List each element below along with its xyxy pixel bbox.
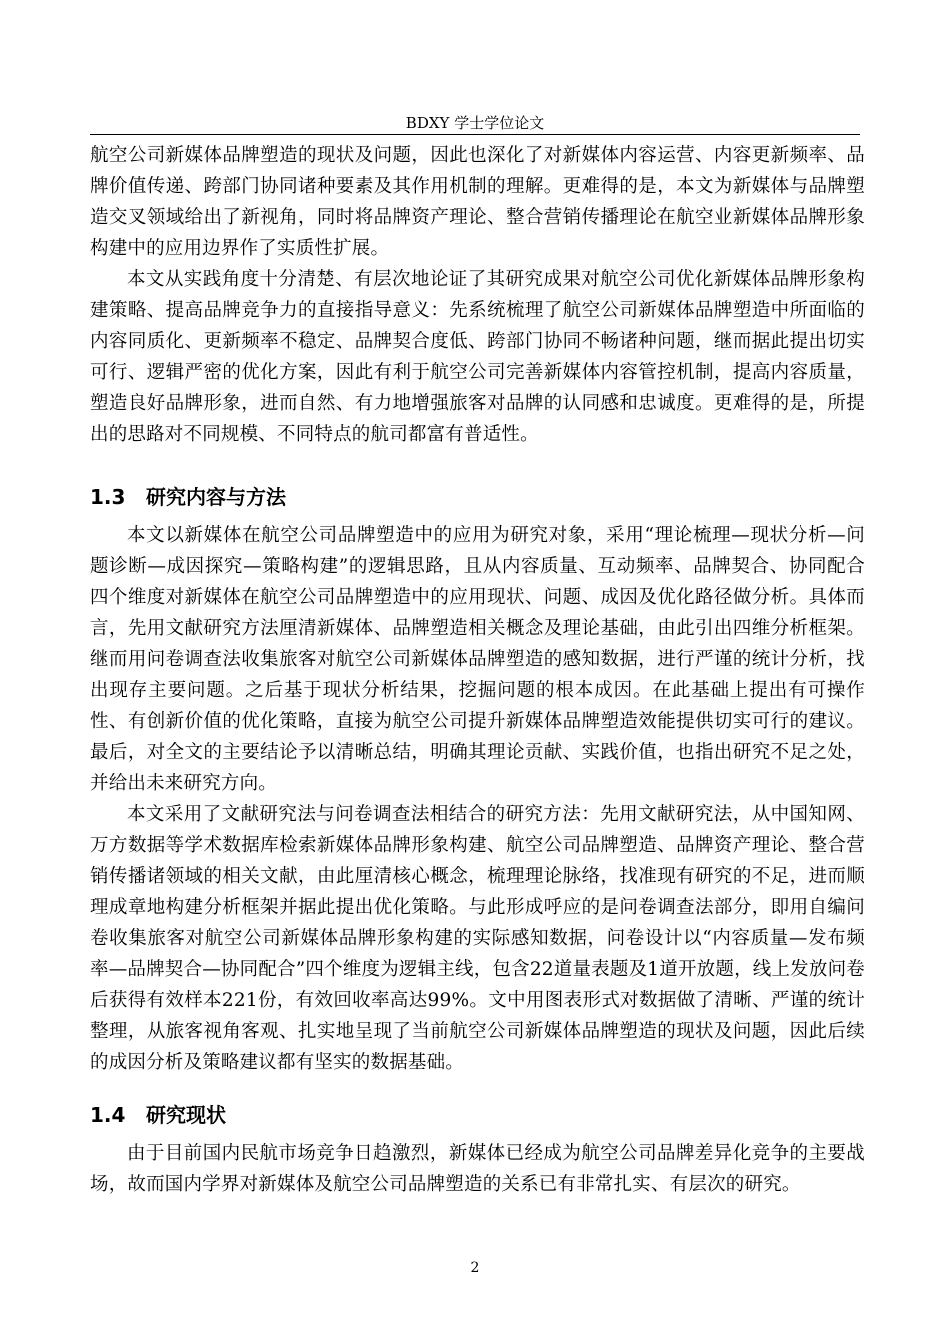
paragraph-continuation: 航空公司新媒体品牌塑造的现状及问题，因此也深化了对新媒体内容运营、内容更新频率、品牌价值传递、跨部门协同诸种要素及其作用机制的理解。更难得的是，本文为新媒体与品牌塑造交叉领域给出了新视角，同时将品牌资产理论、整合营销传播理论在航空业新媒体品牌形象构建中的应用边界作了实质性扩展。 bbox=[90, 145, 865, 259]
page-number: 2 bbox=[470, 1260, 480, 1276]
paragraph-research-methods: 本文采用了文献研究法与问卷调查法相结合的研究方法：先用文献研究法，从中国知网、万方数据等学术数据库检索新媒体品牌形象构建、航空公司品牌塑造、品牌资产理论、整合营销传播诸领域的相关文献，由此厘清核心概念，梳理理论脉络，找准现有研究的不足，进而顺理成章地构建分析框架并据此提出优化策略。与此形成呼应的是问卷调查法部分，即用自编问卷收集旅客对航空公司新媒体品牌形象构建的实际感知数据，问卷设计以“内容质量—发布频率—品牌契合—协同配合”四个维度为逻辑主线，包含22道量表题及1道开放题，线上发放问卷后获得有效样本221份，有效回收率高达99%。文中用图表形式对数据做了清晰、严谨的统计整理，从旅客视角客观、扎实地呈现了当前航空公司新媒体品牌塑造的现状及问题，因此后续的成因分析及策略建议都有坚实的数据基础。 bbox=[90, 804, 865, 1073]
document-body bbox=[90, 140, 865, 1200]
running-header: BDXY 学士学位论文 bbox=[405, 114, 545, 132]
section-number: 1.4 bbox=[90, 1103, 126, 1127]
section-heading-1-3 bbox=[90, 482, 865, 512]
paragraph-research-content: 本文以新媒体在航空公司品牌塑造中的应用为研究对象，采用“理论梳理—现状分析—问题诊断—成因探究—策略构建”的逻辑思路，且从内容质量、互动频率、品牌契合、协同配合四个维度对新媒体在航空公司品牌塑造中的应用现状、问题、成因及优化路径做分析。具体而言，先用文献研究方法厘清新媒体、品牌塑造相关概念及理论基础，由此引出四维分析框架。继而用问卷调查法收集旅客对航空公司新媒体品牌塑造的感知数据，进行严谨的统计分析，找出现存主要问题。之后基于现状分析结果，挖掘问题的根本成因。在此基础上提出有可操作性、有创新价值的优化策略，直接为航空公司提升新媒体品牌塑造效能提供切实可行的建议。最后，对全文的主要结论予以清晰总结，明确其理论贡献、实践价值，也指出研究不足之处，并给出未来研究方向。 bbox=[90, 525, 865, 794]
section-title: 研究内容与方法 bbox=[146, 485, 286, 509]
section-heading-1-4 bbox=[90, 1100, 865, 1130]
paragraph-practical-significance: 本文从实践角度十分清楚、有层次地论证了其研究成果对航空公司优化新媒体品牌形象构建策略、提高品牌竞争力的直接指导意义：先系统梳理了航空公司新媒体品牌塑造中所面临的内容同质化、更新频率不稳定、品牌契合度低、跨部门协同不畅诸种问题，继而据此提出切实可行、逻辑严密的优化方案，因此有利于航空公司完善新媒体内容管控机制，提高内容质量，塑造良好品牌形象，进而自然、有力地增强旅客对品牌的认同感和忠诚度。更难得的是，所提出的思路对不同规模、不同特点的航司都富有普适性。 bbox=[90, 269, 865, 445]
section-title: 研究现状 bbox=[146, 1103, 226, 1127]
paragraph-research-status: 由于目前国内民航市场竞争日趋激烈，新媒体已经成为航空公司品牌差异化竞争的主要战场，故而国内学界对新媒体及航空公司品牌塑造的关系已有非常扎实、有层次的研究。 bbox=[90, 1143, 865, 1195]
header-rule bbox=[90, 134, 860, 135]
section-number: 1.3 bbox=[90, 485, 126, 509]
